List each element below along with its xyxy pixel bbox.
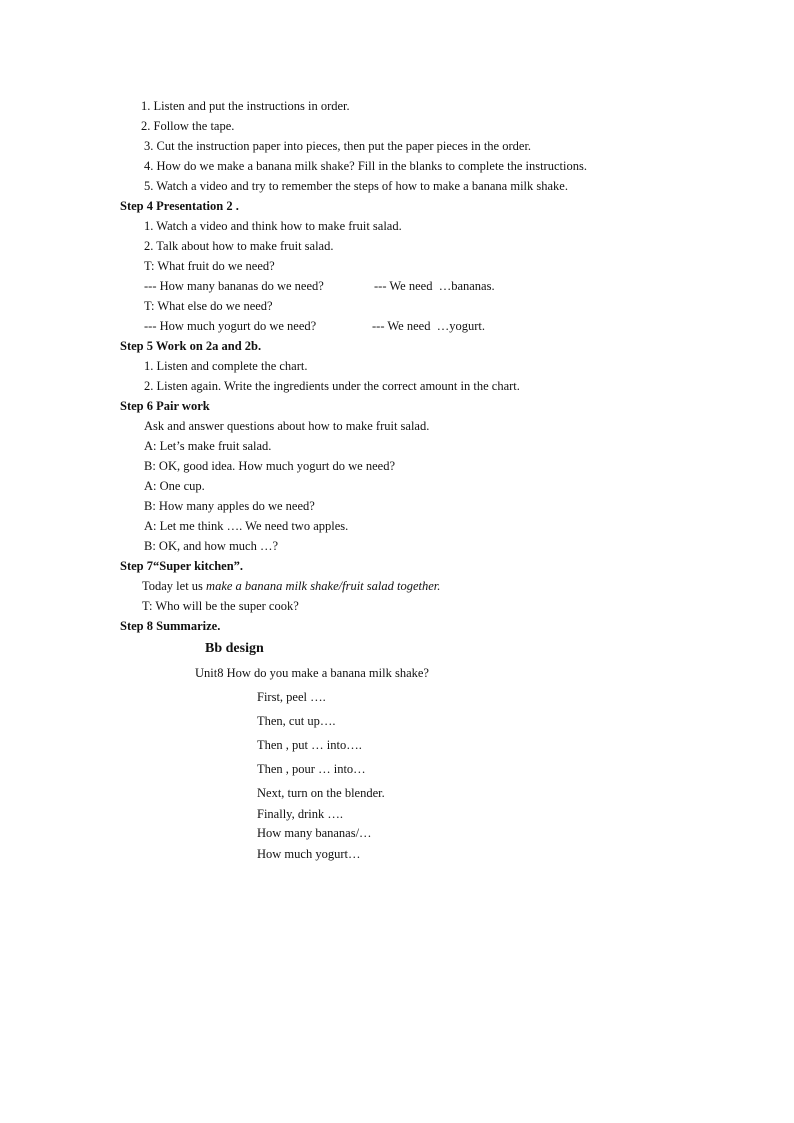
step6-dialog-line: B: How many apples do we need? <box>144 499 315 513</box>
bb-line: Then , pour … into… <box>257 762 366 776</box>
bb-line: Finally, drink …. <box>257 807 343 821</box>
step6-dialog-line: A: One cup. <box>144 479 205 493</box>
bb-design-title: Bb design <box>205 641 264 656</box>
step3-item-3: 3. Cut the instruction paper into pieces, then put the paper pieces in the order. <box>144 139 532 153</box>
step4-item-2: 2. Talk about how to make fruit salad. <box>144 239 334 253</box>
step7-today-line <box>142 578 440 594</box>
step3-item-2: 2. Follow the tape. <box>141 119 235 133</box>
bb-line: Then, cut up…. <box>257 714 336 728</box>
step3-item-5: 5. Watch a video and try to remember the steps of how to make a banana milk shake. <box>144 179 568 193</box>
step3-item-4: 4. How do we make a banana milk shake? Fill in the blanks to complete the instructions. <box>144 159 587 173</box>
step6-dialog-line: B: OK, and how much …? <box>144 539 279 553</box>
step6-instruction: Ask and answer questions about how to make fruit salad. <box>144 419 430 433</box>
step6-dialog-line: A: Let me think …. We need two apples. <box>144 519 349 533</box>
bb-line: Then , put … into…. <box>257 738 362 752</box>
step6-dialog-line: B: OK, good idea. How much yogurt do we need? <box>144 459 395 473</box>
step4-item-1: 1. Watch a video and think how to make fruit salad. <box>144 219 402 233</box>
step8-heading: Step 8 Summarize. <box>120 619 221 633</box>
bb-line: Next, turn on the blender. <box>257 786 385 800</box>
step4-teacher-q1: T: What fruit do we need? <box>144 259 275 273</box>
bb-line: First, peel …. <box>257 690 326 704</box>
step4-answer-bananas: --- We need …bananas. <box>374 279 495 293</box>
step7-today-italic: make a banana milk shake/fruit salad together. <box>206 579 441 593</box>
step6-heading: Step 6 Pair work <box>120 399 210 413</box>
step7-teacher-question: T: Who will be the super cook? <box>142 599 299 613</box>
step4-teacher-q2: T: What else do we need? <box>144 299 273 313</box>
step4-heading: Step 4 Presentation 2 . <box>120 199 239 213</box>
bb-line: How much yogurt… <box>257 847 361 861</box>
step5-item-1: 1. Listen and complete the chart. <box>144 359 308 373</box>
step4-question-bananas: --- How many bananas do we need? <box>144 279 324 293</box>
step4-answer-yogurt: --- We need …yogurt. <box>372 319 485 333</box>
bb-unit-title: Unit8 How do you make a banana milk shake? <box>195 666 429 680</box>
step7-today-prefix: Today let us <box>142 579 207 593</box>
step5-item-2: 2. Listen again. Write the ingredients under the correct amount in the chart. <box>144 379 520 393</box>
step4-question-yogurt: --- How much yogurt do we need? <box>144 319 317 333</box>
step7-heading: Step 7“Super kitchen”. <box>120 559 244 573</box>
bb-line: How many bananas/… <box>257 826 372 840</box>
step5-heading: Step 5 Work on 2a and 2b. <box>120 339 262 353</box>
step3-item-1: 1. Listen and put the instructions in order. <box>141 99 350 113</box>
step6-dialog-line: A: Let’s make fruit salad. <box>144 439 272 453</box>
